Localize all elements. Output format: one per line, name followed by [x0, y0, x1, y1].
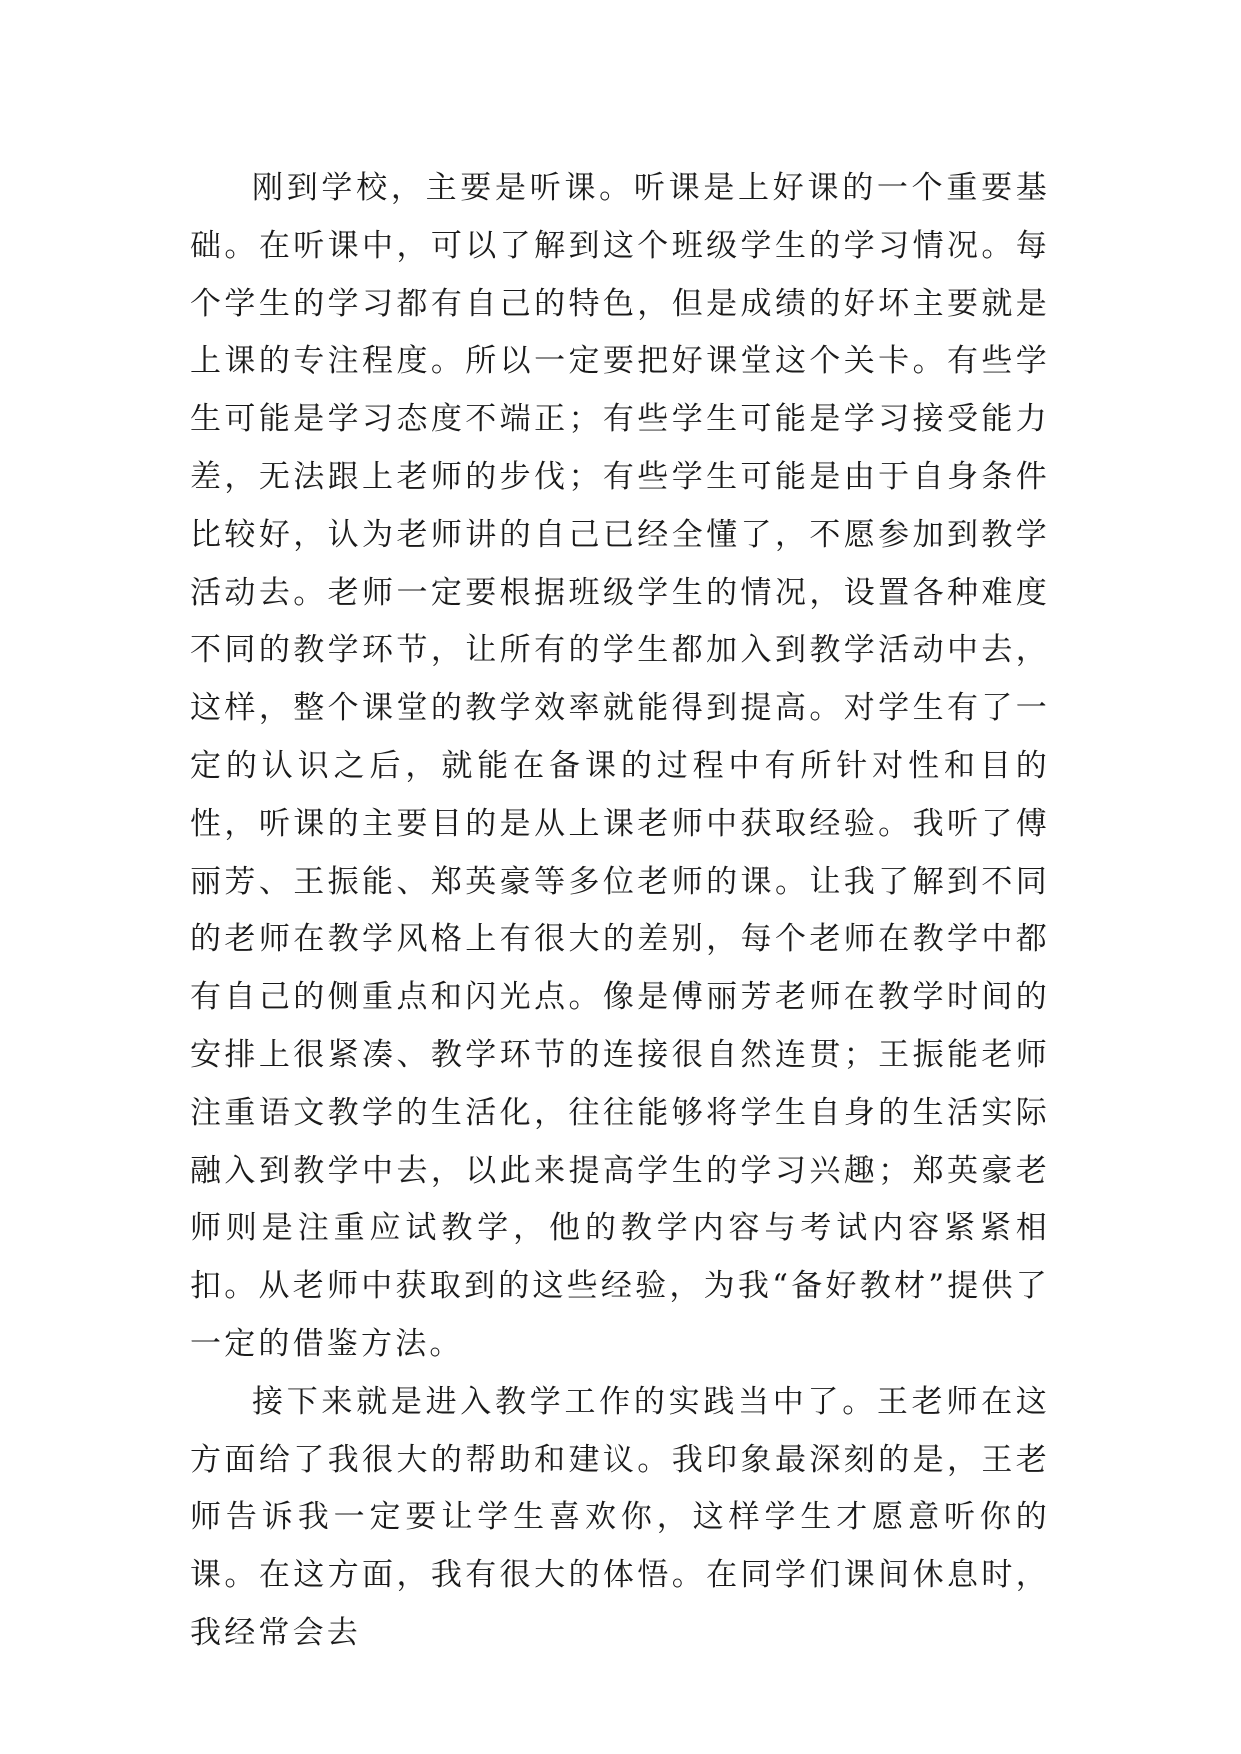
body-text	[190, 160, 1050, 1663]
paragraph-1: 刚到学校，主要是听课。听课是上好课的一个重要基础。在听课中，可以了解到这个班级学生的学习情况。每个学生的学习都有自己的特色，但是成绩的好坏主要就是上课的专注程度。所以一定要把好课堂这个关卡。有些学生可能是学习态度不端正；有些学生可能是学习接受能力差，无法跟上老师的步伐；有些学生可能是由于自身条件比较好，认为老师讲的自己已经全懂了，不愿参加到教学活动去。老师一定要根据班级学生的情况，设置各种难度不同的教学环节，让所有的学生都加入到教学活动中去，这样，整个课堂的教学效率就能得到提高。对学生有了一定的认识之后，就能在备课的过程中有所针对性和目的性，听课的主要目的是从上课老师中获取经验。我听了傅丽芳、王振能、郑英豪等多位老师的课。让我了解到不同的老师在教学风格上有很大的差别，每个老师在教学中都有自己的侧重点和闪光点。像是傅丽芳老师在教学时间的安排上很紧凑、教学环节的连接很自然连贯；王振能老师注重语文教学的生活化，往往能够将学生自身的生活实际融入到教学中去，以此来提高学生的学习兴趣；郑英豪老师则是注重应试教学，他的教学内容与考试内容紧紧相扣。从老师中获取到的这些经验，为我“备好教材”提供了一定的借鉴方法。	[190, 170, 1050, 1362]
paragraph-2: 接下来就是进入教学工作的实践当中了。王老师在这方面给了我很大的帮助和建议。我印象最深刻的是，王老师告诉我一定要让学生喜欢你，这样学生才愿意听你的课。在这方面，我有很大的体悟。在同学们课间休息时，我经常会去	[190, 1383, 1050, 1651]
